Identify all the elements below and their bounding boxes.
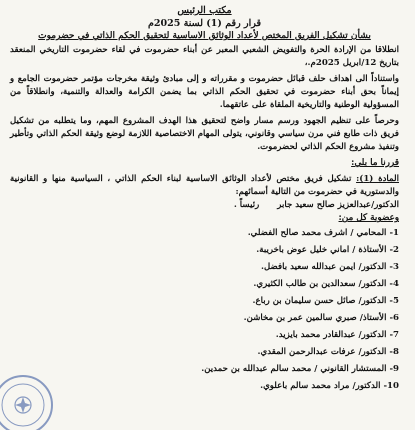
member-item: 6- الأستاذ/ صبري سالمين عمر بن مخاشن.: [243, 312, 399, 323]
preamble-paragraph-2: واستناداً الى اهداف حلف قبائل حضرموت و مقرراته و إلى مبادئ وثيقة مخرجات مؤتمر حضرموت الجامع و إيماناً بحق أبناء حضرموت في تحقيق الحكم الذاتي بما يضمن الكرامة والعدالة والتنمية، وانطلاقاً من المسؤولية الوطنية والتاريخية الملقاة على عاتقهما.: [10, 74, 399, 110]
member-item: 8- الدكتور/ عرفات عبدالرحمن المقدي.: [257, 346, 399, 357]
article-1-title: المادة (1):: [356, 174, 399, 184]
decided-heading: قررنا ما يلي:: [351, 158, 399, 168]
member-item: 9- المستشار القانوني / محمد سالم عبدالله بن حمدين.: [201, 363, 399, 374]
chair-line: [10, 199, 399, 212]
members-heading: وعضوية كل من:: [338, 213, 399, 224]
decision-subject: بشأن تشكيل الفريق المختص لأعداد الوثائق الاساسية لتحقيق الحكم الذاتي في حضرموت: [38, 31, 371, 41]
member-item: 2- الأستاذة / اماني خليل عوض باخريبة.: [256, 245, 399, 256]
chair-role: رئيساً .: [233, 200, 260, 210]
office-title: مكتب الرئيس: [177, 5, 232, 16]
member-item: 1- المحامي / اشرف محمد صالح الفضلي.: [247, 228, 399, 239]
preamble-paragraph-3: وحرصاً على تنظيم الجهود ورسم مسار واضح لتحقيق هذا الهدف المشروع المهم، وما يتطلبه من تشكيل فريق ذات طابع فني مرن سياسي وقانوني، يتولى المهام الاختصاصية اللازمة لوضع وثيقة الحكم الذاتي وتأطير وتنفيذ مشروع الحكم الذاتي لحضرموت.: [10, 116, 399, 152]
chair-name: الدكتور/عبدالعزيز صالح سعيد جابر: [277, 200, 399, 210]
member-item: 5- الدكتور/ صائل حسن سليمان بن رباع.: [252, 296, 399, 307]
article-1-text: تشكيل فريق مختص لأعداد الوثائق الاساسية لبناء الحكم الذاتي ، السياسية منها و القانونية والدستورية في حضرموت من التالية أسمائهم:: [10, 174, 399, 197]
member-item: 7- الدكتور/ عبدالقادر محمد بايزيد.: [275, 329, 399, 340]
preamble-paragraph-1: انطلاقا من الإرادة الحرة والتفويض الشعبي المعبر عن أبناء حضرموت في لقاء حضرموت التاريخي المنعقد بتاريخ 12/ابريل 2025م.،: [10, 45, 399, 68]
member-item: 10- الدكتور/ مراد محمد سالم باعلوي.: [260, 380, 399, 391]
member-item: 3- الدكتور/ ايمن عبدالله سعيد بافضل.: [261, 262, 399, 273]
member-item: 4- الدكتور/ سعدالدين بن طالب الكثيري.: [253, 279, 399, 290]
decision-number: قرار رقم (1) لسنة 2025م: [148, 18, 261, 29]
members-list: [10, 225, 399, 394]
article-1: [10, 173, 399, 199]
official-stamp: [0, 374, 54, 430]
